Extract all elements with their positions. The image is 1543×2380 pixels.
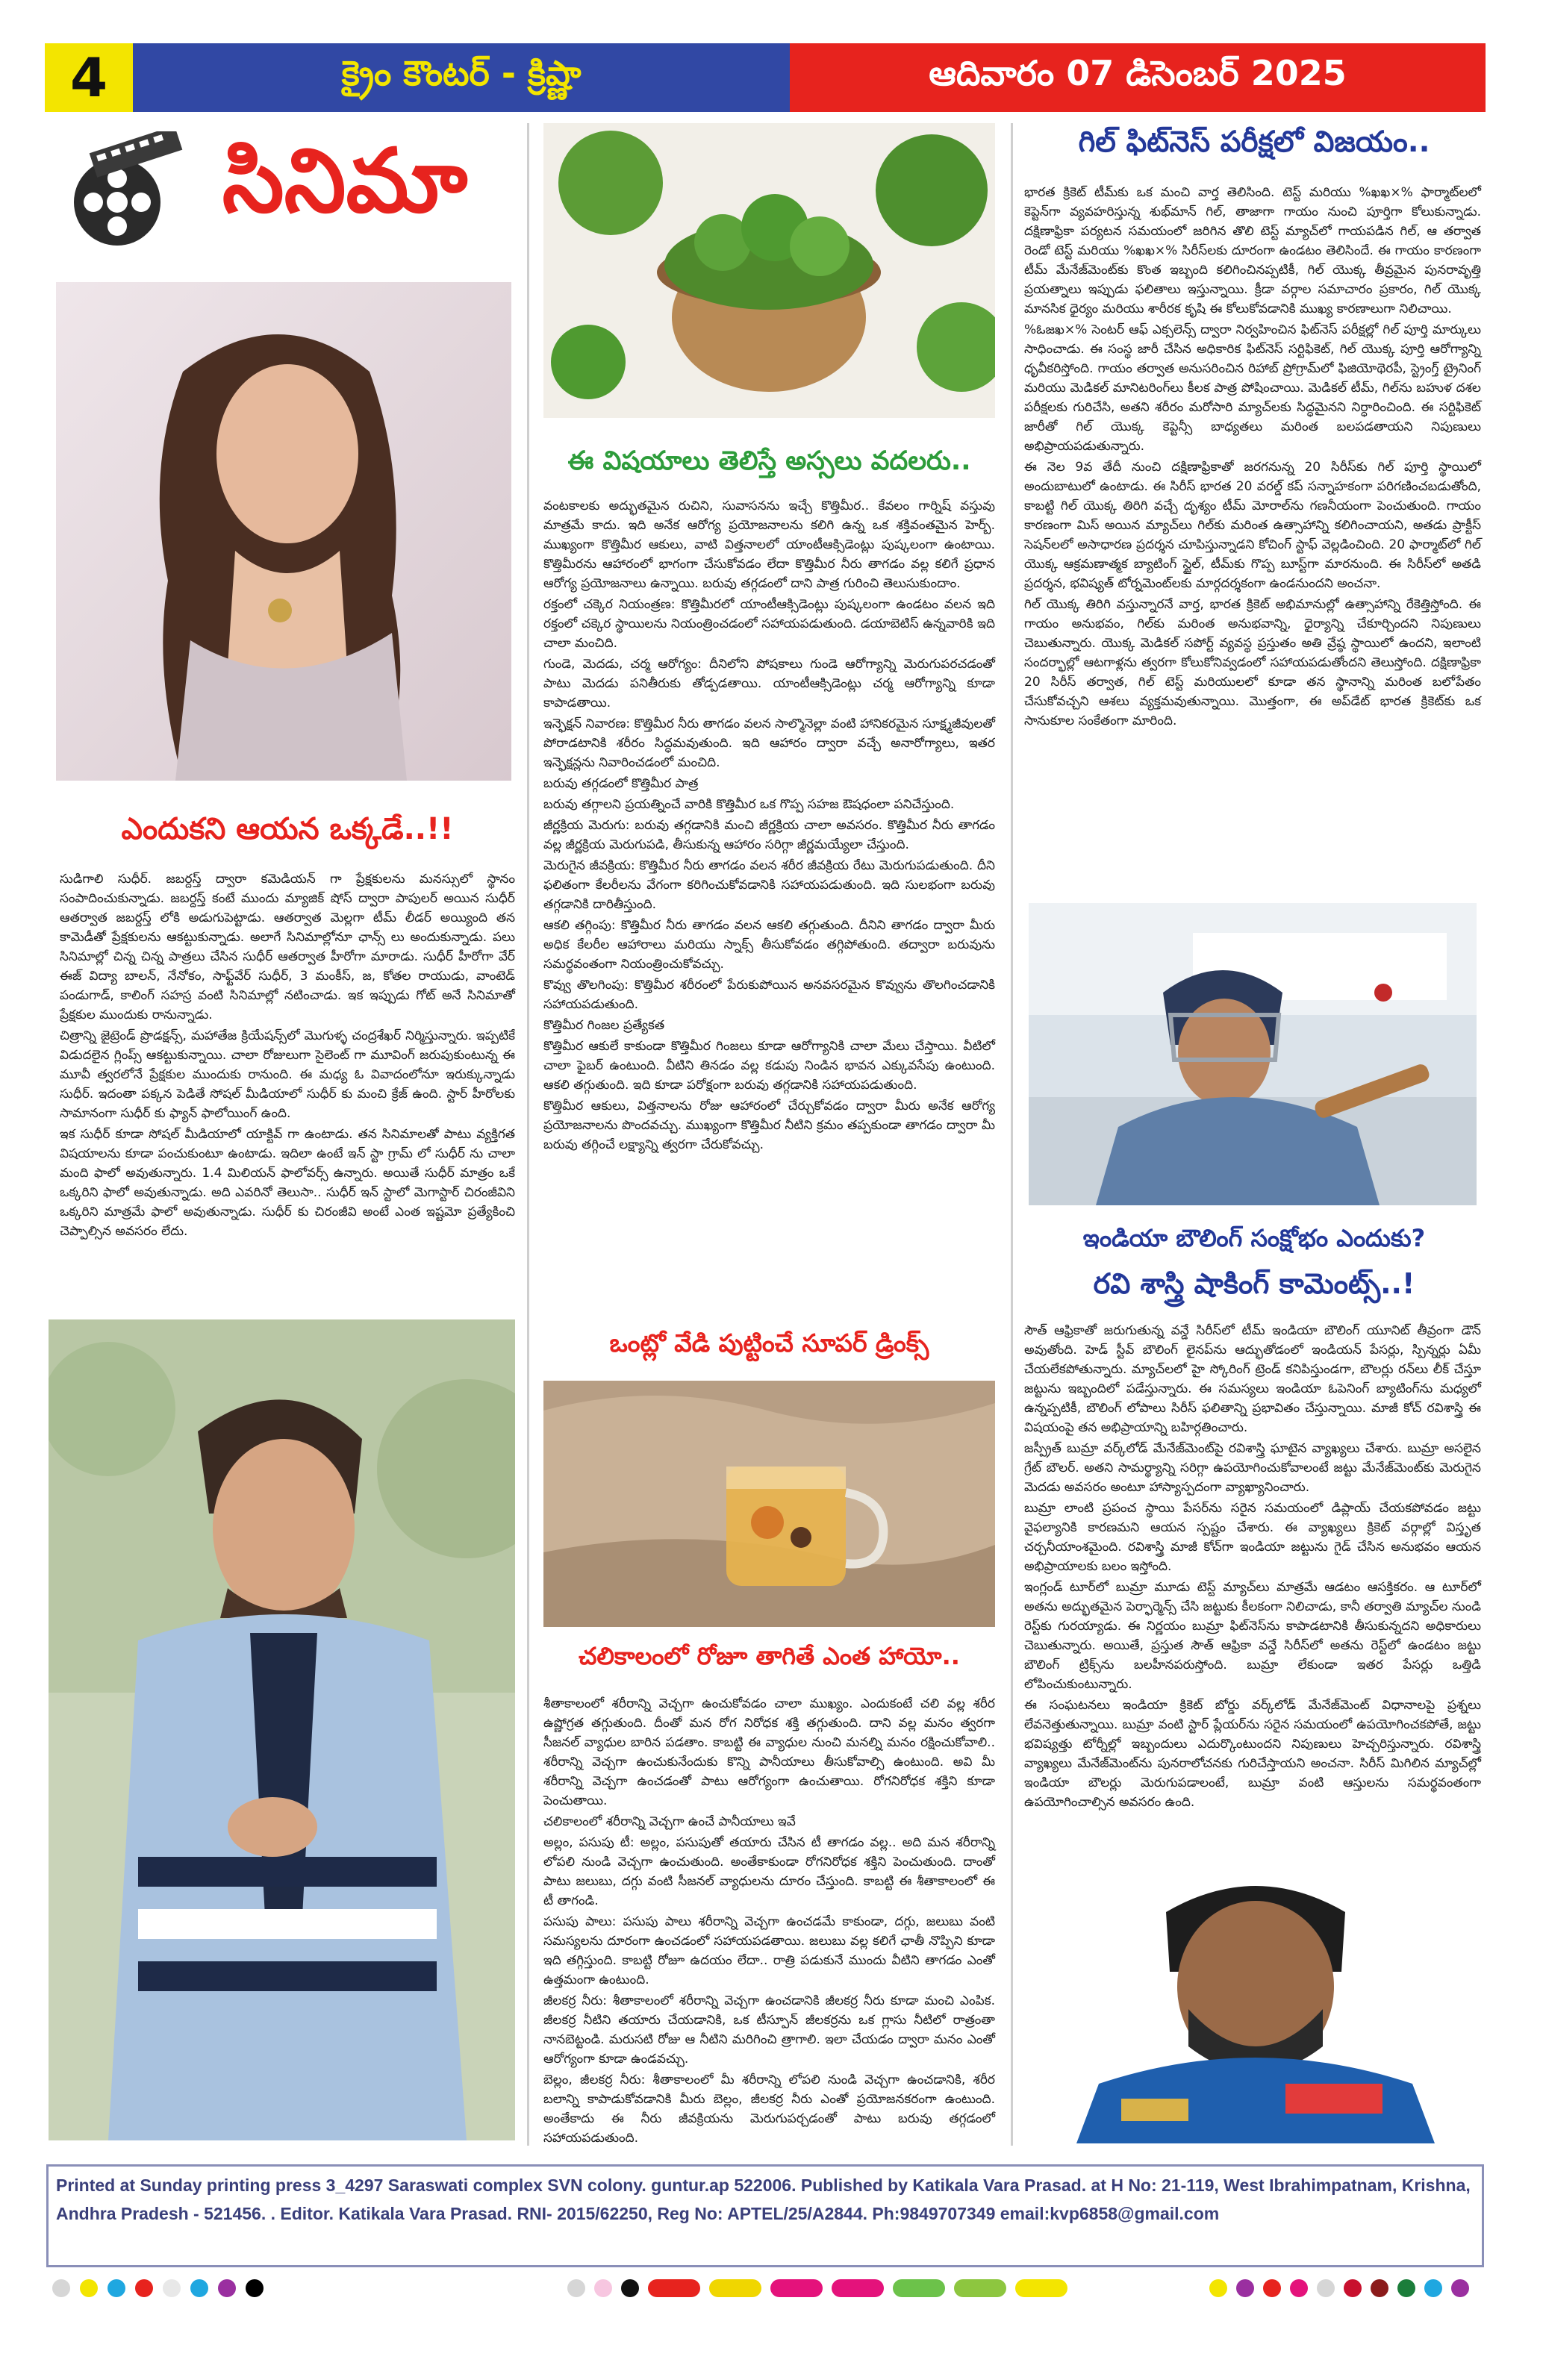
color-dot-mark [594,2279,612,2297]
coriander-article-body [543,496,995,1299]
article-subheading: బరువు తగ్గడంలో కొత్తిమీర పాత్ర [543,776,699,791]
gill-batting-photo [1029,903,1477,1205]
article-paragraph: వంటకాలకు అద్భుతమైన రుచిని, సువాసనను ఇచ్చే కొత్తిమీర.. కేవలం గార్నిష్ వస్తువు మాత్రమే కాదు. ఇది అనేక ఆరోగ్య ప్రయోజనాలను కలిగి ఉన్న ఒక శక్తివంతమైన హెర్బ్. ముఖ్యంగా కొత్తిమీర ఆకులు, వాటి విత్తనాలలో యాంటీఆక్సిడెంట్లు పుష్కలంగా ఉంటాయి. కొత్తిమీరను ఆహారంలో భాగంగా చేసుకోవడం లేదా కొత్తిమీర నీరు తాగడం వల్ల కలిగే ప్రధాన ఆరోగ్య ప్రయోజనాలు ఉన్నాయి. బరువు తగ్గడంలో దాని పాత్ర గురించి తెలుసుకుందాం. [543,499,995,591]
gill-article-body [1024,183,1481,892]
sudheer-portrait-photo [49,1319,515,2140]
article-paragraph: ఆకలి తగ్గింపు: కొత్తిమీర నీరు తాగడం వలన ఆకలి తగ్గుతుంది. దీనిని తాగడం ద్వారా మీరు అధిక కేలరీల ఆహారాలు మరియు స్నాక్స్ తీసుకోవడం తగ్గిపోతుంది. తద్వారా బరువును సమర్థవంతంగా నియంత్రించుకోవచ్చు. [543,918,995,972]
article-paragraph: బెల్లం, జీలకర్ర నీరు: శీతాకాలంలో మీ శరీరాన్ని లోపలి నుండి వెచ్చగా ఉంచడానికి, శరీర బలాన్ని కాపాడుకోవడానికి మీరు బెల్లం, జీలకర్ర నీరు ఎంతో ప్రయోజనకరంగా ఉంటుంది. అంతేకాదు ఈ నీరు జీవక్రియను మెరుగుపర్చడంతో పాటు బరువు తగ్గడంలో సహాయపడుతుంది. [543,2073,995,2146]
article-paragraph: ఈ సంఘటనలు ఇండియా క్రికెట్ బోర్డు వర్క్‌లోడ్ మేనేజ్‌మెంట్ విధానాలపై ప్రశ్నలు లేవనెత్తుతున్నాయి. బుమ్రా వంటి స్టార్ ప్లేయర్‌ను సరైన సమయంలో ఉపయోగించకపోతే, జట్టు భవిష్యత్తు టోర్నీల్లో ఇబ్బందులు ఎదుర్కొంటుందని నిపుణులు హెచ్చరిస్తున్నారు. రవిశాస్త్రి వ్యాఖ్యలు మేనేజ్‌మెంట్‌ను పునరాలోచనకు గురిచేస్తాయని అంచనా. సిరీస్ మిగిలిన మ్యాచ్‌ల్లో ఇండియా బౌలర్లు మెరుగుపడాలంటే, బుమ్రా వంటి ఆస్తులను సమర్థవంతంగా ఉపయోగించాల్సిన అవసరం ఉంది. [1024,1698,1481,1810]
color-dot-mark [1424,2279,1442,2297]
coriander-headline: ఈ విషయాలు తెలిస్తే అస్సలు వదలరు.. [567,446,971,476]
article-paragraph: శీతాకాలంలో శరీరాన్ని వెచ్చగా ఉంచుకోవడం చాలా ముఖ్యం. ఎందుకంటే చలి వల్ల శరీర ఉష్ణోగ్రత తగ్గుతుంది. దీంతో మన రోగ నిరోధక శక్తి తగ్గుతుంది. దాని వల్ల మనం త్వరగా సీజనల్ వ్యాధుల బారిన పడతాం. కాబట్టి ఈ వ్యాధుల నుంచి మనల్ని మనం రక్షించుకోవాలి.. శరీరాన్ని వెచ్చగా ఉంచుకునేందుకు కొన్ని పానీయాలు తీసుకోవాల్సి ఉంటుంది. అవి మీ శరీరాన్ని వెచ్చగా ఉంచడంతో పాటు ఆరోగ్యంగా ఉంచుతాయి. రోగనిరోధక శక్తిని కూడా పెంచుతాయి. [543,1696,995,1808]
cinema-logo-text: సినిమా [222,128,468,232]
color-dot-mark [1236,2279,1254,2297]
article-paragraph: అల్లం, పసుపు టీ: అల్లం, పసుపుతో తయారు చేసిన టీ తాగడం వల్ల.. అది మన శరీరాన్ని లోపలి నుండి వెచ్చగా ఉంచుతుంది. అంతేకాకుండా రోగనిరోధక శక్తిని పెంచుతుంది. దాంతో పాటు జలుబు, దగ్గు వంటి సీజనల్ వ్యాధులను దూరం చేస్తుంది. కాబట్టి ఈ శీతాకాలంలో ఈ టీ తాగండి. [543,1835,995,1908]
film-reel-icon [61,131,184,251]
coriander-bowl-photo [543,123,995,418]
color-bar-mark [893,2279,945,2297]
registration-marks-right [1209,2279,1493,2299]
article-paragraph: సౌత్ ఆఫ్రికాతో జరుగుతున్న వన్డే సిరీస్‌లో టీమ్ ఇండియా బౌలింగ్ యూనిట్ తీవ్రంగా డౌన్ అవుతోంది. హెడ్ స్టీవ్ బౌలింగ్ లైనప్‌ను ఆద్భుతోడంలో ఇండియన్ పేసర్లు, స్పిన్నర్లు ఏమీ చేయలేకపోతున్నారు. మ్యాచ్‌లలో హై స్కోరింగ్ ట్రెండ్ కనిపిస్తుండగా, బౌలర్లు రన్‌లు లీక్ చేస్తూ జట్టును ఇబ్బందిలో పడేస్తున్నారు. ఈ సమస్యలు ఇండియా ఓపెనింగ్ బ్యాటింగ్‌ను మధ్యలో ఉన్నప్పటికీ, బౌలింగ్ లోపాలు సిరీస్ ఫలితాన్ని ప్రభావితం చేస్తున్నాయి. మాజీ కోచ్ రవిశాస్త్రి ఈ విషయంపై తన అభిప్రాయాన్ని బహిర్గతించారు. [1024,1323,1481,1435]
article-paragraph: జీర్ణక్రియ మెరుగు: బరువు తగ్గడానికి మంచి జీర్ణక్రియ చాలా అవసరం. కొత్తిమీర నీరు తాగడం వల్ల జీర్ణక్రియ మెరుగుపడి, తీసుకున్న ఆహారం సరిగ్గా జీర్ణమయ్యేలా చేస్తుంది. [543,818,995,852]
gill-headline: గిల్ ఫిట్‌నెస్ పరీక్షలో విజయం.. [1078,125,1430,159]
color-dot-mark [1209,2279,1227,2297]
sudheer-headline: ఎందుకని ఆయన ఒక్కడే..!! [121,812,454,846]
winter-drinks-article-body [543,1694,995,2146]
article-paragraph: ఇంగ్లండ్ టూర్‌లో బుమ్రా మూడు టెస్ట్ మ్యాచ్‌లు మాత్రమే ఆడటం ఆసక్తికరం. ఆ టూర్‌లో అతను అద్భుతమైన పెర్ఫార్మెన్స్ చేసి జట్టుకు కీలకంగా నిలిచాడు, కానీ తర్వాతి మ్యాచ్‌ల నుండి రెస్ట్‌కు గురయ్యాడు. ఈ నిర్ణయం బుమ్రా ఫిట్‌నెస్‌ను కాపాడటానికి తీసుకున్నదని అధికారులు చెబుతున్నారు. అయితే, ప్రస్తుత సౌత్ ఆఫ్రికా వన్డే సిరీస్‌లో అతను రెస్ట్‌లో ఉండటం జట్టు బౌలింగ్ ట్రిక్స్‌ను బలహీనపరుస్తోంది. బుమ్రా లేకుండా ఇతర పేసర్లు ఒత్తిడి లోపించుకుంటున్నారు. [1024,1580,1481,1692]
color-bar-mark [954,2279,1006,2297]
actress-portrait-photo [56,282,511,781]
page-number: 4 [45,43,133,112]
article-paragraph: ఇన్ఫెక్షన్ నివారణ: కొత్తిమీర నీరు తాగడం వలన సాల్మొనెల్లా వంటి హానికరమైన సూక్ష్మజీవులతో పోరాడటానికి శరీరం సిద్ధమవుతుంది. ఇది ఆహారం ద్వారా వచ్చే అనారోగ్యాలు, ఇతర ఇన్ఫెక్షన్లను నివారించడంలో మంచిది. [543,716,995,770]
bowling-subhead: రవి శాస్త్రి షాకింగ్ కామెంట్స్..! [1093,1267,1415,1300]
article-paragraph: గిల్ యొక్క తిరిగి వస్తున్నారనే వార్త, భారత క్రికెట్ అభిమానుల్లో ఉత్సాహాన్ని రేకెత్తిస్తోంది. ఈ గాయం అనుభవం, గిల్‌కు మరింత అనుభవాన్ని, ధైర్యాన్ని చేకూర్చిందని నిపుణులు చెబుతున్నారు. యొక్క మెడికల్ సపోర్ట్ వ్యవస్థ ప్రస్తుతం అతి వ్రేష్ఠ స్థాయిలో ఉందని, ఇలాంటి సందర్భాల్లో ఆటగాళ్లను త్వరగా కోలుకోనివ్వడంలో సహాయపడుతోందని తెలుస్తోంది. దక్షిణాఫ్రికా 20 సిరీస్ తర్వాత, గిల్ టెస్ట్ మరియులలో కూడా తన స్థానాన్ని మరింత బలోపేతం చేసుకోవచ్చని ఆశలు వ్యక్తమవుతున్నాయి. మొత్తంగా, ఈ అప్‌డేట్ భారత క్రికెట్‌కు ఒక సానుకూల సంకేతంగా మారింది. [1024,597,1481,728]
bowling-article-body [1024,1321,1481,1843]
tea-cup-photo [543,1381,995,1627]
bowling-headline: ఇండియా బౌలింగ్ సంక్షోభం ఎందుకు? [1082,1224,1426,1252]
article-paragraph: పసుపు పాలు: పసుపు పాలు శరీరాన్ని వెచ్చగా ఉంచడమే కాకుండా, దగ్గు, జలుబు వంటి సమస్యలను దూరంగా ఉంచడంలో సహాయపడతాయి. జలుబు వల్ల కలిగే ఛాతీ నొప్పిని కూడా ఇది తగ్గిస్తుంది. కాబట్టి రోజూ ఉదయం లేదా.. రాత్రి పడుకునే ముందు వీటిని తాగడం ఎంతో ఉత్తమంగా ఉంటుంది. [543,1914,995,1987]
color-dot-mark [1263,2279,1281,2297]
section-title: క్రైం కౌంటర్ - క్రిష్ణా [341,53,582,93]
color-dot-mark [190,2279,208,2297]
edition-date: ఆదివారం 07 డిసెంబర్ 2025 [929,53,1347,93]
winter-drinks-headline: ఒంట్లో వేడి పుట్టించే సూపర్ డ్రింక్స్ [609,1328,929,1358]
article-paragraph: సుడిగాలి సుధీర్. జబర్దస్త్ ద్వారా కమెడియన్ గా ప్రేక్షకులను మనస్సులో స్థానం సంపాదించుకున్నాడు. జబర్దస్త్ కంటే ముందు మ్యాజిక్ షోస్ ద్వారా పాపులర్ అయిన సుధీర్ ఆతర్వాత జబర్దస్త్ లోకి అడుగుపెట్టాడు. ఆతర్వాత మెల్లగా టీమ్ లీడర్ అయ్యింది తన కామెడీతో ప్రేక్షకులను ఆకట్టుకున్నాడు. అలాగే సినిమాల్లోనూ ఛాన్స్ లు అందుకున్నాడు. పలు సినిమాల్లో చిన్న చిన్న పాత్రలు చేసిన సుధీర్ ఆతర్వాత హీరోగా మారాడు. సుధీర్ హీరోగా వేర్ ఈజ్ విద్యా బాలన్, నేనోకం, సాఫ్ట్‌వేర్ సుధీర్, 3 మంకీస్, జ, కోతల రాయుడు, వాంటెడ్ పండుగాడ్, కాలింగ్ సహస్ర వంటి సినిమాల్లో నటించాడు. ఇక ఇప్పుడు గోట్ అనే సినిమాతో ప్రేక్షకుల ముందుకు రానున్నాడు. [60,872,515,1022]
color-bar-mark [1015,2279,1067,2297]
registration-marks-left [52,2279,321,2299]
article-paragraph: కొవ్వు తొలగింపు: కొత్తిమీర శరీరంలో పేరుకుపోయిన అనవసరమైన కొవ్వును తొలగించడానికి సహాయపడుతుంది. [543,978,995,1012]
article-paragraph: బరువు తగ్గాలని ప్రయత్నించే వారికి కొత్తిమీర ఒక గొప్ప సహజ ఔషధంలా పనిచేస్తుంది. [543,797,955,812]
article-paragraph: కొత్తిమీర ఆకులే కాకుండా కొత్తిమీర గింజలు కూడా ఆరోగ్యానికి చాలా మేలు చేస్తాయి. వీటిలో చాలా ఫైబర్ ఉంటుంది. వీటిని తినడం వల్ల కడుపు నిండిన భావన ఎక్కువసేపు ఉంటుంది. ఆకలి తగ్గుతుంది. ఇది కూడా పరోక్షంగా బరువు తగ్గడానికి సహాయపడుతుంది. [543,1039,995,1093]
color-dot-mark [80,2279,98,2297]
color-dot-mark [1290,2279,1308,2297]
column-divider [1011,123,1013,2146]
footer-imprint-box [46,2164,1484,2267]
footer-imprint: Printed at Sunday printing press 3_4297 Saraswati complex SVN colony. guntur.ap 522006. Published by Katikala Vara Prasad. at H No: 21-119, West Ibrahimpatnam, Krishna, Andhra Pradesh - 521456. . Editor. Katikala Vara Prasad. RNI- 2015/62250, Reg No: APTEL/25/A2844. Ph:9849707349 email:kvp6858@gmail.com [56,2176,1471,2223]
winter-drinks-subhead: చలికాలంలో రోజూ తాగితే ఎంత హాయో.. [579,1642,960,1670]
color-dot-mark [246,2279,264,2297]
cinema-section-logo [54,125,509,256]
article-paragraph: గుండె, మెదడు, చర్మ ఆరోగ్యం: దీనిలోని పోషకాలు గుండె ఆరోగ్యాన్ని మెరుగుపరచడంతో పాటు మెదడు పనితీరుకు తోడ్పడతాయి. యాంటీఆక్సిడెంట్లు చర్మ ఆరోగ్యాన్ని కూడా కాపాడతాయి. [543,657,995,710]
color-bar-mark [648,2279,700,2297]
date-banner [790,43,1486,112]
sudheer-article-body [60,869,515,1295]
color-dot-mark [1317,2279,1335,2297]
color-dot-mark [135,2279,153,2297]
color-bar-mark [770,2279,823,2297]
article-subheading: చలికాలంలో శరీరాన్ని వెచ్చగా ఉంచే పానీయాలు ఇవే [543,1814,796,1829]
color-dot-mark [163,2279,181,2297]
color-bar-mark [832,2279,884,2297]
article-paragraph: భారత క్రికెట్ టీమ్‌కు ఒక మంచి వార్త తెలిసింది. టెస్ట్ మరియు %ఖఖ×% ఫార్మాట్‌లలో కెప్టెన్‌గా వ్యవహరిస్తున్న శుభ్‌మాన్ గిల్, తాజాగా గాయం నుంచి పూర్తిగా కోలుకున్నాడు. దక్షిణాఫ్రికా పర్యటన సమయంలో జరిగిన తొలి టెస్ట్ మ్యాచ్‌లో గాయపడిన గిల్, ఆ తర్వాత రెండో టెస్ట్ మరియు %ఖఖ×% సిరీస్‌లకు దూరంగా ఉండటం తెలిసిందే. ఈ గాయం కారణంగా టీమ్ మేనేజ్‌మెంట్‌కు కొంత ఇబ్బంది కలిగించినప్పటికీ, గిల్ యొక్క తీవ్రమైన పునరావృత్తి ప్రయత్నాలు ఇప్పుడు ఫలితాలు ఇస్తున్నాయి. క్రీడా వర్గాల సమాచారం ప్రకారం, గిల్ యొక్క మానసిక ధైర్యం మరియు శారీరక కృషి ఈ కోలుకోవడానికి ముఖ్య కారణాలుగా నిలిచాయి. [1024,185,1481,316]
article-paragraph: ఇక సుధీర్ కూడా సోషల్ మీడియాలో యాక్టివ్ గా ఉంటాడు. తన సినిమాలతో పాటు వ్యక్తిగత విషయాలను కూడా పంచుకుంటూ ఉంటాడు. ఇదిలా ఉంటే ఇన్ స్టా గ్రామ్ లో సుధీర్ ను చాలా మంది ఫాలో అవుతున్నారు. 1.4 మిలియన్ ఫాలోవర్స్ ఉన్నారు. అయితే సుధీర్ మాత్రం ఒకే ఒక్కరిని ఫాలో అవుతున్నాడు. అది ఎవరినో తెలుసా.. సుధీర్ ఇన్ స్టాలో మెగాస్టార్ చిరంజీవిని ఒక్కరిని మాత్రమే ఫాలో అవుతున్నాడు. సుధీర్ కు చిరంజీవి అంటే ఎంత ఇష్టమో ప్రత్యేకించి చెప్పాల్సిన అవసరం లేదు. [60,1127,515,1239]
color-dot-mark [107,2279,125,2297]
article-paragraph: బుమ్రా లాంటి ప్రపంచ స్థాయి పేసర్‌ను సరైన సమయంలో డిప్లాయ్ చేయకపోవడం జట్టు వైఫల్యానికి కారణమని ఆయన స్పష్టం చేశారు. ఈ వ్యాఖ్యలు క్రికెట్ వర్గాల్లో విస్తృత చర్చనీయాంశమైంది. రవిశాస్త్రి మాజీ కోచ్‌గా ఇండియా జట్టును గైడ్ చేసిన అనుభవం ఆయన అభిప్రాయాలకు బలం ఇస్తోంది. [1024,1501,1481,1574]
color-dot-mark [1397,2279,1415,2297]
color-dot-mark [567,2279,585,2297]
article-paragraph: జస్ప్రీత్ బుమ్రా వర్క్‌లోడ్ మేనేజ్‌మెంట్‌పై రవిశాస్త్రి ఘాటైన వ్యాఖ్యలు చేశారు. బుమ్రా అసలైన గ్రేట్ బౌలర్. అతని సామర్థ్యాన్ని సరిగ్గా ఉపయోగించుకోవాలంటే జట్టు మేనేజ్‌మెంట్‌కు మెరుగైన మెదడు అవసరం అంటూ హాస్యాస్పదంగా వ్యాఖ్యానించారు. [1024,1441,1481,1495]
color-dot-mark [621,2279,639,2297]
section-banner [133,43,790,112]
color-dot-mark [52,2279,70,2297]
color-dot-mark [1344,2279,1362,2297]
color-dot-mark [218,2279,236,2297]
article-paragraph: మెరుగైన జీవక్రియ: కొత్తిమీర నీరు తాగడం వలన శరీర జీవక్రియ రేటు మెరుగుపడుతుంది. దీని ఫలితంగా కేలరీలను వేగంగా కరిగించుకోవడానికి సహాయపడుతుంది. ఇది సులభంగా బరువు తగ్గడానికి దారితీస్తుంది. [543,858,995,912]
article-paragraph: రక్తంలో చక్కెర నియంత్రణ: కొత్తిమీరలో యాంటీఆక్సిడెంట్లు పుష్కలంగా ఉండటం వలన ఇది రక్తంలో చక్కెర స్థాయిలను నియంత్రించడంలో సహాయపడుతుంది. డయాబెటిస్ ఉన్నవారికి ఇది చాలా మంచిది. [543,597,995,651]
article-paragraph: చిత్రాన్ని జైట్రెండ్ ప్రొడక్షన్స్, మహాతేజ క్రియేషన్స్‌లో మొగుళ్ళ చంద్రశేఖర్ నిర్మిస్తున్నారు. ఇప్పటికే విడుదలైన గ్లింప్స్ ఆకట్టుకున్నాయి. చాలా రోజులుగా సైలెంట్ గా మూవింగ్ జరుపుకుంటున్న ఈ మూవీ త్వరలోనే ప్రేక్షకుల ముందుకు రానుంది. ఈ మధ్య ఓ వివాదంలోనూ ఇరుక్కున్నాడు సుధీర్. ఇదంతా పక్కన పెడితే సోషల్ మీడియాలో సుధీర్ కు మంచి క్రేజ్ ఉంది. స్టార్ హీరోలకు సామానంగా సుధీర్ కు ఫ్యాన్ ఫాలోయింగ్ ఉంది. [60,1028,515,1121]
color-bar-mark [709,2279,761,2297]
article-paragraph: %ఓజఖ×% సెంటర్ ఆఫ్ ఎక్సలెన్స్ ద్వారా నిర్వహించిన ఫిట్‌నెస్ పరీక్షల్లో గిల్ పూర్తి మార్కులు సాధించాడు. ఈ సంస్థ జారీ చేసిన అధికారిక ఫిట్‌నెస్ సర్టిఫికెట్, గిల్ యొక్క పూర్తి ఆరోగ్యాన్ని ధృవీకరిస్తోంది. గాయం తర్వాత అనుసరించిన రిహాబ్ ప్రోగ్రామ్‌లో ఫిజియోథెరపీ, స్ట్రెంగ్త్ ట్రైనింగ్ మరియు మెడికల్ మానిటరింగ్‌లు కీలక పాత్ర పోషించాయి. మెడికల్ టీమ్, గిల్‌ను బహుళ దశల పరీక్షలకు గురిచేసి, అతని శరీరం మరోసారి మ్యాచ్‌లకు సిద్ధమైనని నిర్ధారించింది. ఈ సర్టిఫికెట్ జారీతో గిల్ యొక్క కెప్టెన్సీ బాధ్యతలు మరింత బలపడతాయని నిపుణులు అభిప్రాయపడుతున్నారు. [1024,322,1481,454]
article-paragraph: ఈ నెల 9వ తేదీ నుంచి దక్షిణాఫ్రికాతో జరగనున్న 20 సిరీస్‌కు గిల్ పూర్తి స్థాయిలో అందుబాటులో ఉంటాడు. ఈ సిరీస్ భారత 20 వరల్డ్ కప్ సన్నాహకంగా పరిగణించబడుతోంది, కాబట్టి గిల్ యొక్క తిరిగి వచ్చే దృశ్యం టీమ్ మోరాల్‌ను గణనీయంగా పెంచుతుంది. గాయం కారణంగా మిస్ అయిన మ్యాచ్‌లు గిల్‌కు మరింత ఉత్సాహాన్ని కలిగించాయని, అతడు ప్రాక్టీస్ సెషన్‌లలో అసాధారణ ప్రదర్శన చూపిస్తున్నాడని కోచింగ్ స్టాఫ్ వెల్లడించింది. 20 ఫార్మాట్‌లో గిల్ యొక్క ఆక్రమణాత్మక బ్యాటింగ్ స్టైల్, టీమ్‌కు గొప్ప బూస్ట్‌గా మారనుంది. ఈ సిరీస్‌లో అతడి ప్రదర్శన, భవిష్యత్ టోర్నమెంట్‌లకు మార్గదర్శకంగా ఉండనుందని అంచనా. [1024,460,1481,591]
article-subheading: కొత్తిమీర గింజల ప్రత్యేకత [543,1018,665,1033]
masthead [45,43,1486,112]
color-dot-mark [1451,2279,1469,2297]
color-dot-mark [1371,2279,1388,2297]
column-divider [527,123,529,2146]
registration-marks-center [567,2279,1150,2299]
article-paragraph: కొత్తిమీర ఆకులు, విత్తనాలను రోజు ఆహారంలో చేర్చుకోవడం ద్వారా మీరు అనేక ఆరోగ్య ప్రయోజనాలను పొందవచ్చు. ముఖ్యంగా కొత్తిమీర నీటిని క్రమం తప్పకుండా తాగడం ద్వారా మీ బరువు తగ్గించే లక్ష్యాన్ని త్వరగా చేరుకోవచ్చు. [543,1099,995,1152]
article-paragraph: జీలకర్ర నీరు: శీతాకాలంలో శరీరాన్ని వెచ్చగా ఉంచడానికి జీలకర్ర నీరు కూడా మంచి ఎంపిక. జీలకర్ర నీటిని తయారు చేయడానికి, ఒక టీస్పూన్ జీలకర్రను ఒక గ్లాసు నీటిలో రాత్రంతా నానబెట్టండి. మరుసటి రోజు ఆ నీటిని మరిగించి త్రాగాలి. ఇలా చేయడం ద్వారా మనం ఎంతో ఆరోగ్యంగా కూడా ఉండవచ్చు. [543,1993,995,2067]
bumrah-portrait-photo [1032,1860,1478,2143]
